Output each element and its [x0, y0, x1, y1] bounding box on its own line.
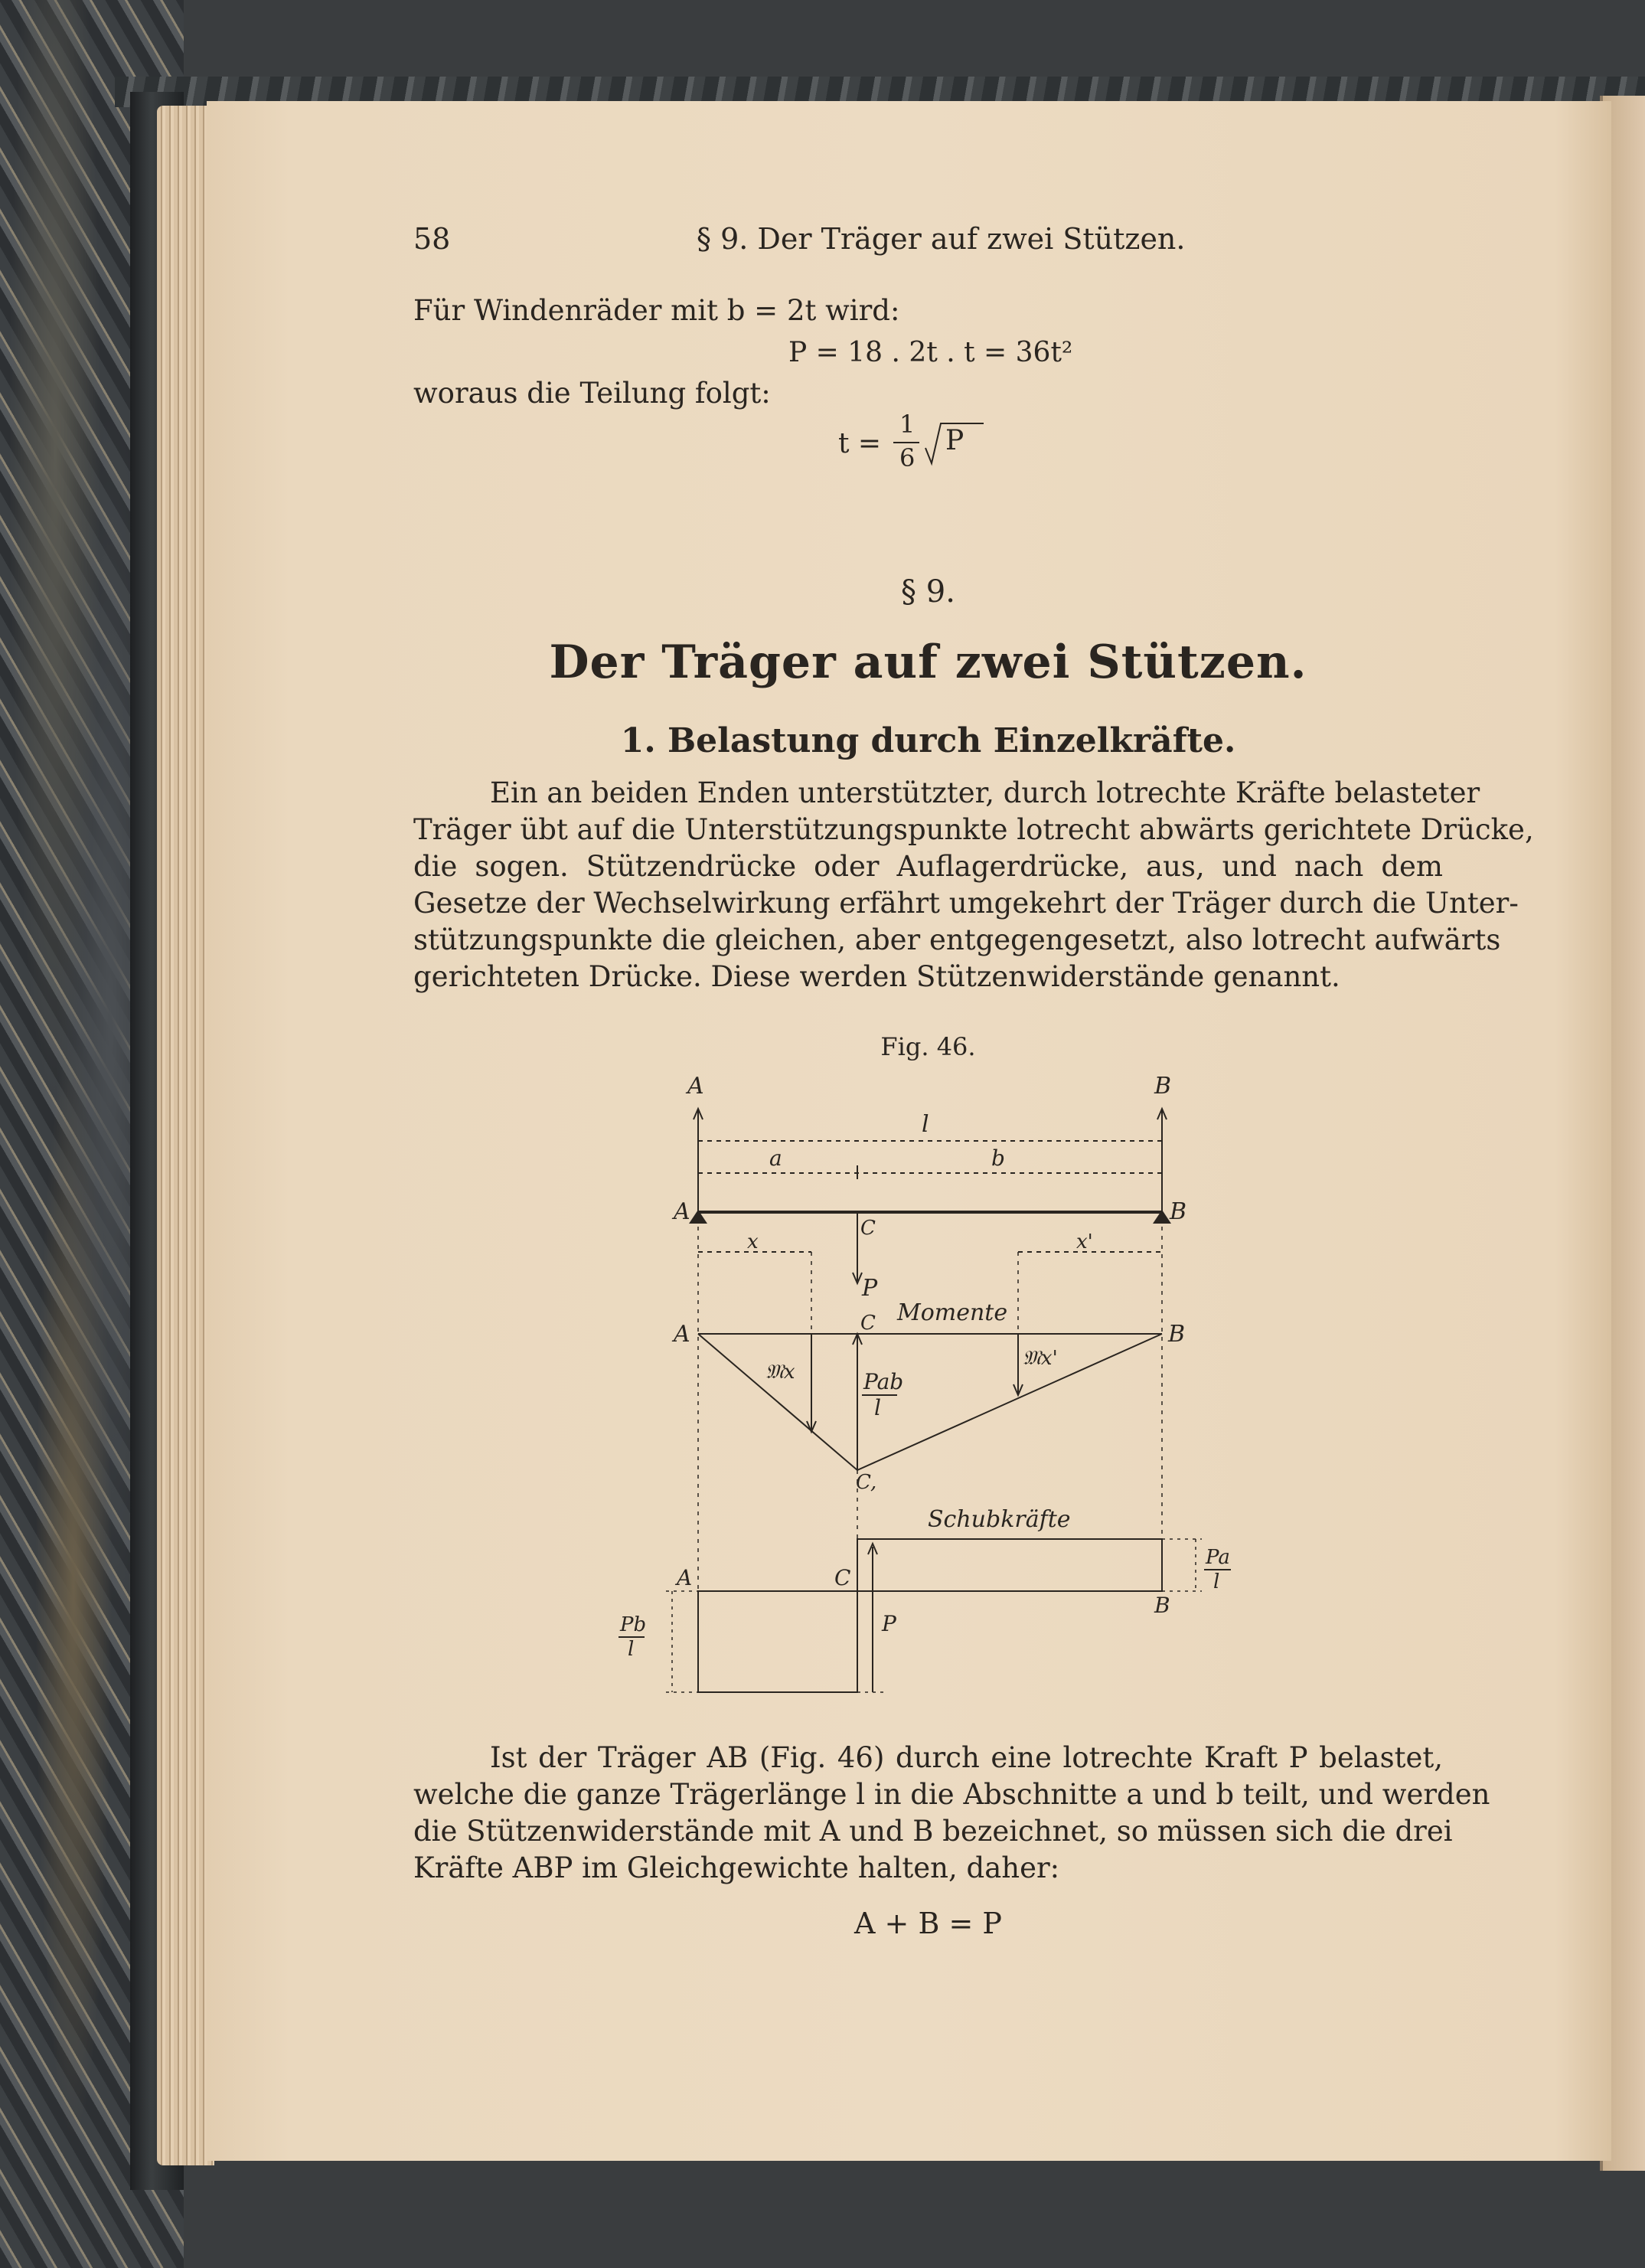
- paragraph-1-line: Träger übt auf die Unterstützungspunkte lotrecht abwärts gerichtete Drücke,: [413, 813, 1534, 846]
- section-number: § 9.: [901, 574, 955, 609]
- beam-diagram: [597, 1064, 1286, 1723]
- moment-triangle: [698, 1334, 1162, 1470]
- label-b-shear: B: [1154, 1593, 1170, 1618]
- figure-caption: Fig. 46.: [880, 1032, 976, 1061]
- label-c-moment: C: [860, 1312, 876, 1335]
- final-formula: A + B = P: [854, 1907, 1002, 1940]
- shear-rect-upper: [857, 1539, 1162, 1591]
- label-b-top: B: [1154, 1073, 1172, 1100]
- label-schubkraefte: Schubkräfte: [928, 1506, 1071, 1533]
- formula-2-lhs: t =: [838, 428, 882, 459]
- label-a-moment: A: [674, 1321, 690, 1348]
- paragraph-2-line: Kräfte ABP im Gleichgewichte halten, daher:: [413, 1851, 1060, 1884]
- label-b-beam: B: [1170, 1198, 1187, 1225]
- label-pa-den: l: [1213, 1570, 1220, 1593]
- formula-2-numerator: 1: [899, 410, 916, 439]
- label-mx: 𝔐x: [765, 1361, 795, 1384]
- label-pab: Pab: [863, 1369, 904, 1394]
- paragraph-1-line: Gesetze der Wechselwirkung erfährt umgekehrt der Träger durch die Unter-: [413, 887, 1519, 920]
- running-title: § 9. Der Träger auf zwei Stützen.: [697, 222, 1186, 256]
- label-c: C: [860, 1217, 876, 1240]
- page-edges: [157, 106, 214, 2165]
- paragraph-2-line: welche die ganze Trägerlänge l in die Abschnitte a und b teilt, und werden: [413, 1778, 1490, 1811]
- paragraph-1-line: gerichteten Drücke. Diese werden Stützenwiderstände genannt.: [413, 960, 1340, 993]
- label-b-moment: B: [1168, 1321, 1186, 1348]
- label-p: P: [862, 1275, 878, 1302]
- paragraph-1-line: stützungspunkte die gleichen, aber entgegengesetzt, also lotrecht aufwärts: [413, 923, 1501, 956]
- label-x-prime: x': [1076, 1230, 1093, 1253]
- label-a-beam: A: [674, 1198, 690, 1225]
- label-a-shear: A: [677, 1565, 693, 1590]
- page-number: 58: [413, 222, 451, 256]
- intro-line-1: Für Windenräder mit b = 2t wird:: [413, 294, 900, 327]
- label-x: x: [747, 1230, 759, 1253]
- label-pa: Pa: [1206, 1546, 1230, 1569]
- label-c1: C,: [856, 1471, 877, 1494]
- paragraph-2-line: die Stützenwiderstände mit A und B bezeichnet, so müssen sich die drei: [413, 1815, 1453, 1848]
- intro-line-2: woraus die Teilung folgt:: [413, 377, 771, 410]
- section-title: Der Träger auf zwei Stützen.: [549, 636, 1307, 689]
- label-b-dim: b: [991, 1145, 1005, 1171]
- label-p-shear: P: [882, 1611, 896, 1636]
- label-momente: Momente: [897, 1299, 1008, 1326]
- formula-1: P = 18 . 2t . t = 36t²: [788, 337, 1073, 368]
- label-pab-den: l: [874, 1395, 881, 1420]
- label-c-shear: C: [834, 1565, 851, 1590]
- label-l: l: [922, 1111, 929, 1138]
- formula-2: [838, 410, 991, 471]
- label-a-top: A: [687, 1073, 704, 1100]
- formula-2-denominator: 6: [899, 443, 916, 472]
- paragraph-1-line: die sogen. Stützendrücke oder Auflagerdrücke, aus, und nach dem: [413, 850, 1443, 883]
- label-mx-prime: 𝔐x': [1023, 1347, 1058, 1370]
- label-pb: Pb: [620, 1613, 647, 1636]
- formula-2-radicand: P: [945, 425, 964, 456]
- label-pb-den: l: [628, 1638, 635, 1661]
- label-a-dim: a: [769, 1145, 782, 1171]
- paragraph-2-line: Ist der Träger AB (Fig. 46) durch eine lotrechte Kraft P belastet,: [490, 1741, 1443, 1774]
- shear-rect-lower: [698, 1591, 857, 1692]
- section-subtitle: 1. Belastung durch Einzelkräfte.: [620, 721, 1236, 760]
- paragraph-1-line: Ein an beiden Enden unterstützter, durch lotrechte Kräfte belasteter: [490, 776, 1480, 809]
